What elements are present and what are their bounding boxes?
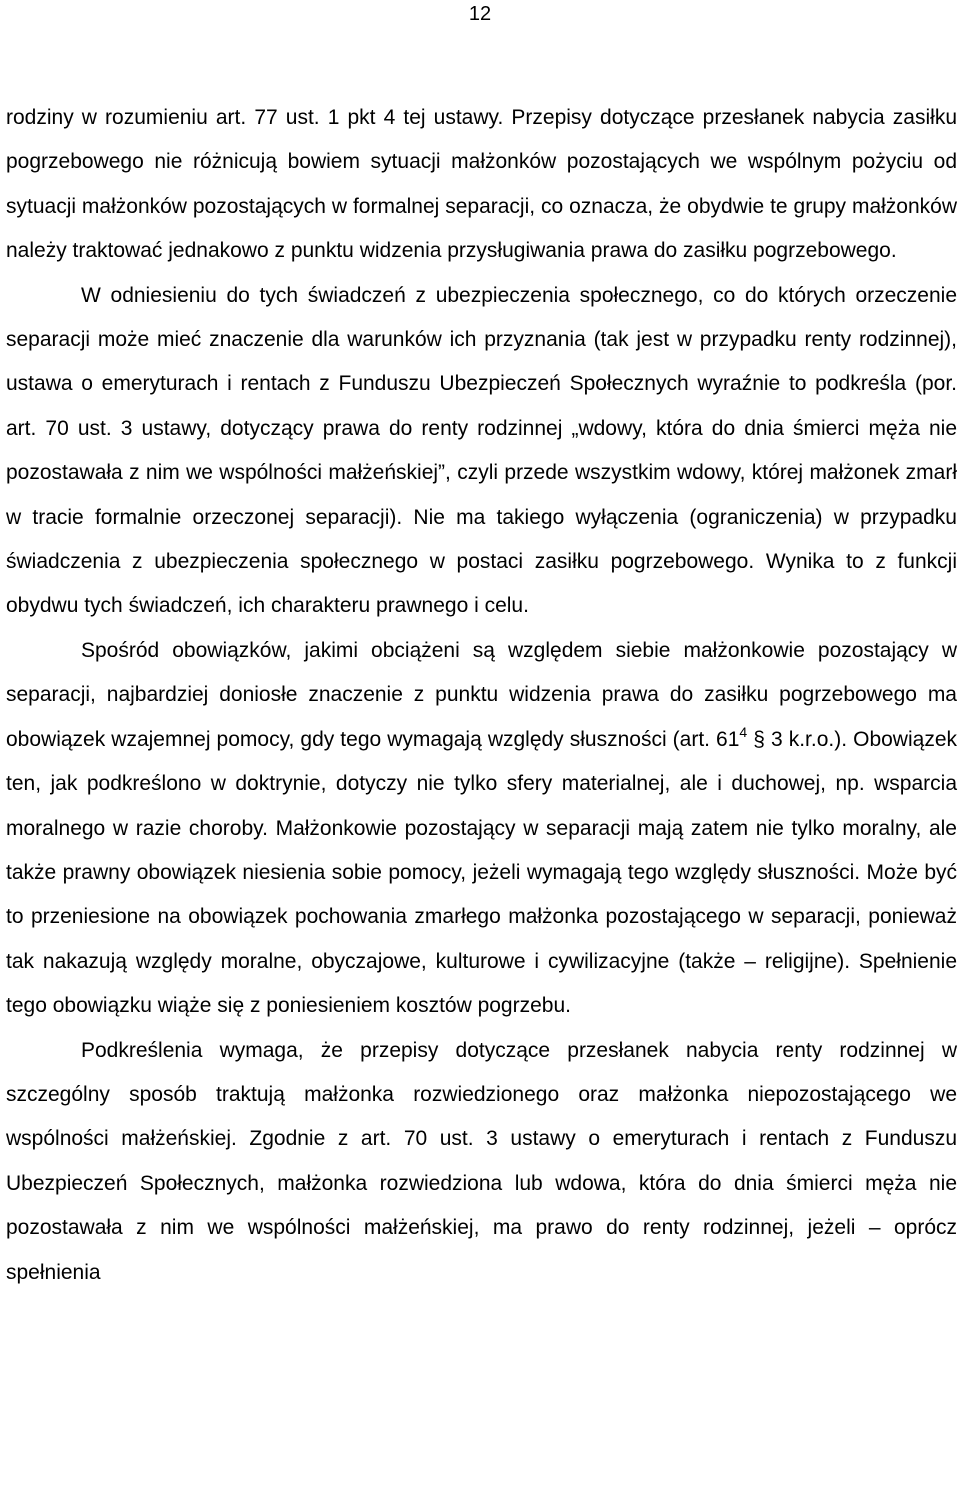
page-number: 12 xyxy=(468,3,492,25)
document-body xyxy=(6,96,957,1295)
paragraph-3-part-2: § 3 k.r.o.). Obowiązek ten, jak podkreślono w doktrynie, dotyczy nie tylko sfery materialnej, ale i duchowej, np. wsparcia moralnego w razie choroby. Małżonkowie pozostający w separacji mają zatem nie tylko moralny, ale także prawny obowiązek niesienia sobie pomocy, jeżeli wymagają tego względy słuszności. Może być to przeniesione na obowiązek pochowania zmarłego małżonka pozostającego w separacji, ponieważ tak nakazują względy moralne, obyczajowe, kulturowe i cywilizacyjne (także – religijne). Spełnienie tego obowiązku wiąże się z poniesieniem kosztów pogrzebu. xyxy=(6,727,957,1018)
paragraph-3-part-1: Spośród obowiązków, jakimi obciążeni są względem siebie małżonkowie pozostający w separacji, najbardziej doniosłe znaczenie z punktu widzenia prawa do zasiłku pogrzebowego ma obowiązek wzajemnej pomocy, gdy tego wymagają względy słuszności (art. 61 xyxy=(6,638,957,751)
article-superscript: 4 xyxy=(739,723,748,740)
paragraph-1: rodziny w rozumieniu art. 77 ust. 1 pkt 4 tej ustawy. Przepisy dotyczące przesłanek nabycia zasiłku pogrzebowego nie różnicują bowiem sytuacji małżonków pozostających we wspólnym pożyciu od sytuacji małżonków pozostających w formalnej separacji, co oznacza, że obydwie te grupy małżonków należy traktować jednakowo z punktu widzenia przysługiwania prawa do zasiłku pogrzebowego. xyxy=(6,106,957,263)
paragraph-2: W odniesieniu do tych świadczeń z ubezpieczenia społecznego, co do których orzeczenie separacji może mieć znaczenie dla warunków ich przyznania (tak jest w przypadku renty rodzinnej), ustawa o emeryturach i rentach z Funduszu Ubezpieczeń Społecznych wyraźnie to podkreśla (por. art. 70 ust. 3 ustawy, dotyczący prawa do renty rodzinnej „wdowy, która do dnia śmierci męża nie pozostawała z nim we wspólności małżeńskiej”, czyli przede wszystkim wdowy, której małżonek zmarł w tracie formalnie orzeczonej separacji). Nie ma takiego wyłączenia (ograniczenia) w przypadku świadczenia z ubezpieczenia społecznego w postaci zasiłku pogrzebowego. Wynika to z funkcji obydwu tych świadczeń, ich charakteru prawnego i celu. xyxy=(6,283,957,618)
paragraph-4: Podkreślenia wymaga, że przepisy dotyczące przesłanek nabycia renty rodzinnej w szczególny sposób traktują małżonka rozwiedzionego oraz małżonka niepozostającego we wspólności małżeńskiej. Zgodnie z art. 70 ust. 3 ustawy o emeryturach i rentach z Funduszu Ubezpieczeń Społecznych, małżonka rozwiedziona lub wdowa, która do dnia śmierci męża nie pozostawała z nim we wspólności małżeńskiej, ma prawo do renty rodzinnej, jeżeli – oprócz spełnienia xyxy=(6,1038,957,1284)
paragraph-3 xyxy=(6,629,957,1029)
